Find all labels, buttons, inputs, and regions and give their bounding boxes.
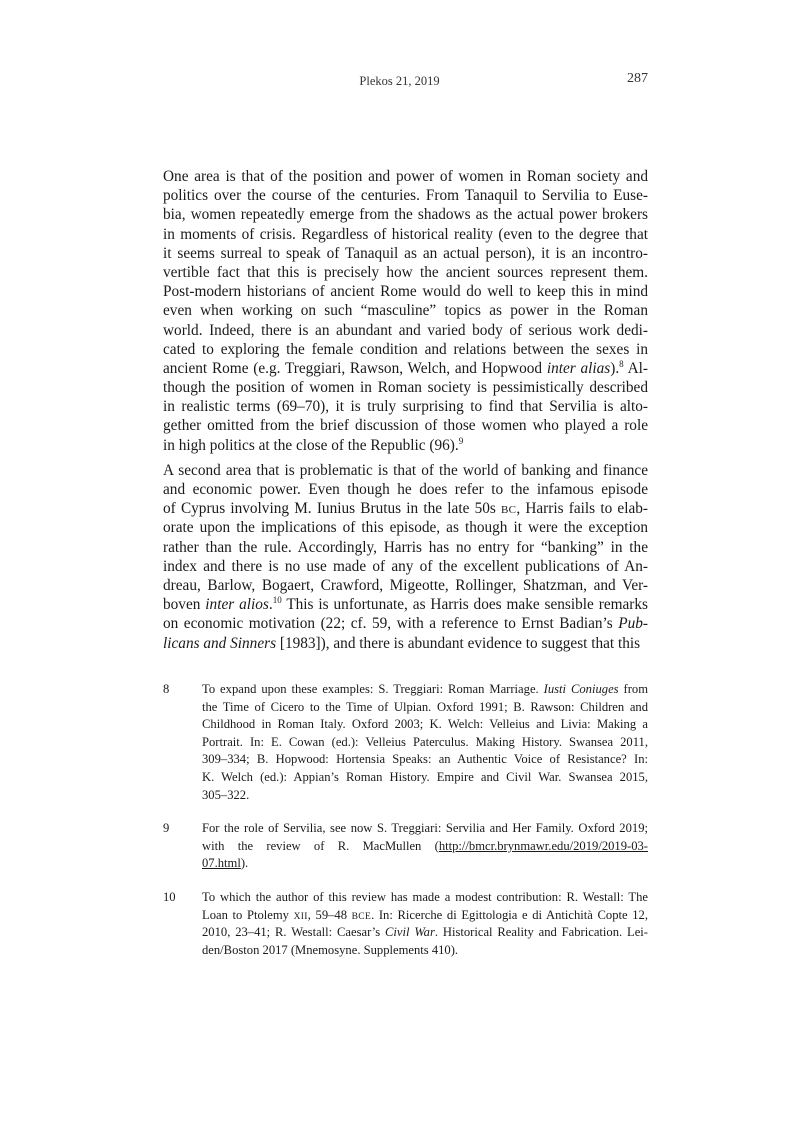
text-line	[202, 907, 648, 925]
text-span: One area is that of the position and power of women in Roman society and	[163, 168, 648, 185]
text-line	[163, 436, 648, 455]
text-span: Pub-	[618, 615, 648, 633]
text-line	[163, 576, 648, 595]
text-span: BCE	[351, 911, 372, 922]
text-span: .	[268, 596, 273, 614]
text-span: licans and Sinners	[163, 634, 277, 652]
text-line	[163, 461, 648, 480]
text-span: in moments of crisis. Regardless of historical reality (even to the degree that	[163, 225, 648, 243]
footnote-text	[202, 889, 648, 959]
text-line	[202, 820, 648, 838]
text-line	[163, 378, 648, 397]
text-line	[163, 167, 648, 186]
text-line	[202, 924, 648, 942]
footnotes	[163, 681, 648, 975]
footnote-number: 9	[163, 821, 170, 836]
text-span: vertible fact that this is precisely how the ancient sources represent them.	[163, 263, 648, 281]
text-span: . Historical Reality and Fabrication. Lei-	[434, 925, 648, 940]
footnote-number: 8	[163, 682, 170, 696]
body-text	[163, 167, 648, 659]
text-span: BC	[501, 504, 517, 517]
footnote-reference[interactable]: 9	[458, 435, 464, 446]
text-span: on economic motivation (22; cf. 59, with a reference to Ernst Badian’s	[163, 615, 619, 633]
text-span: in realistic terms (69–70), it is truly surprising to find that Servilia is alto-	[163, 398, 648, 416]
footnote-number: 10	[163, 889, 176, 904]
text-span: dreau, Barlow, Bogaert, Crawford, Migeotte, Rollinger, Shatzman, and Ver-	[163, 576, 648, 594]
text-span: rather than the rule. Accordingly, Harris has no entry for “banking” in the	[163, 538, 648, 556]
text-span: even when working on such “masculine” topics as power in the Roman	[163, 302, 648, 320]
text-span: orate upon the implications of this episode, as though it were the exception	[163, 519, 648, 537]
text-span: , 59–48	[307, 907, 352, 922]
text-line	[163, 499, 648, 518]
text-line	[163, 186, 648, 205]
footnote-link[interactable]: http://bmcr.brynmawr.edu/2019/2019-03-	[438, 838, 648, 853]
paragraph	[163, 167, 648, 455]
text-line	[163, 282, 648, 301]
text-span: To expand upon these examples: S. Treggiari: Roman Marriage.	[202, 682, 544, 696]
text-span: index and there is no use made of any of the excellent publications of An-	[163, 557, 648, 575]
text-span: , Harris fails to elab-	[516, 500, 648, 518]
footnote	[163, 681, 648, 804]
text-span: Post-modern historians of ancient Rome would do well to keep this in mind	[163, 283, 648, 301]
text-line	[163, 480, 648, 499]
text-span: K. Welch (ed.): Appian’s Roman History. Empire and Civil War. Swansea 2015,	[202, 769, 648, 784]
text-line	[202, 855, 648, 873]
text-span: from	[618, 682, 648, 696]
text-line	[202, 699, 648, 717]
footnote-text	[202, 820, 648, 873]
text-line	[163, 244, 648, 263]
text-line	[163, 263, 648, 282]
text-line	[163, 595, 648, 614]
text-line	[163, 416, 648, 435]
text-line	[202, 769, 648, 787]
text-line	[202, 787, 648, 805]
footnote-reference[interactable]: 10	[272, 595, 282, 606]
paragraph	[163, 461, 648, 653]
text-span: To which the author of this review has made a modest contribution: R. Westall: The	[202, 889, 648, 904]
text-line	[163, 538, 648, 557]
text-line	[202, 734, 648, 752]
text-line	[163, 321, 648, 340]
text-span: gether omitted from the brief discussion of those women who played a role	[163, 417, 648, 435]
text-span: [1983]), and there is abundant evidence to suggest that this	[276, 634, 641, 652]
footnote	[163, 889, 648, 959]
text-line	[163, 359, 648, 378]
text-line	[202, 681, 648, 699]
text-span: and economic power. Even though he does refer to the infamous episode	[163, 481, 648, 498]
text-line	[163, 397, 648, 416]
text-span: the Time of Cicero to the Time of Ulpian. Oxford 1991; B. Rawson: Children and	[202, 699, 648, 714]
footnote-reference[interactable]: 8	[619, 358, 624, 369]
text-span: 2010, 23–41; R. Westall: Caesar’s	[202, 925, 385, 940]
text-span: 305–322.	[202, 787, 250, 802]
footnote	[163, 820, 648, 873]
text-span: den/Boston 2017 (Mnemosyne. Supplements 410).	[202, 942, 459, 957]
text-line	[202, 942, 648, 960]
text-span: it seems surreal to speak of Tanaquil as an actual person), it is an incontro-	[163, 244, 648, 262]
text-span: 309–334; B. Hopwood: Hortensia Speaks: an Authentic Voice of Resistance? In:	[202, 752, 648, 767]
text-span: Al-	[623, 359, 648, 377]
text-span: A second area that is problematic is that of the world of banking and finance	[163, 461, 648, 479]
text-span: with the review of R. MacMullen (	[202, 838, 439, 853]
text-span: For the role of Servilia, see now S. Treggiari: Servilia and Her Family. Oxford 2019;	[202, 821, 648, 836]
text-line	[202, 751, 648, 769]
text-span: though the position of women in Roman society is pessimistically described	[163, 379, 648, 397]
text-span: . In: Ricerche di Egittologia e di Antichità Copte 12,	[371, 907, 648, 922]
text-line	[202, 716, 648, 734]
text-line	[163, 225, 648, 244]
text-span: XII	[293, 911, 308, 922]
text-span: Civil War	[385, 925, 435, 940]
running-header: Plekos 21, 2019	[359, 74, 440, 88]
text-line	[163, 518, 648, 537]
text-span: of Cyprus involving M. Iunius Brutus in the late 50s	[163, 500, 502, 518]
text-line	[202, 889, 648, 907]
text-span: This is unfortunate, as Harris does make sensible remarks	[281, 596, 648, 614]
text-span: Loan to Ptolemy	[202, 907, 294, 922]
text-line	[163, 557, 648, 576]
text-span: inter alios	[205, 596, 269, 614]
text-span: Childhood in Roman Italy. Oxford 2003; K. Welch: Velleius and Livia: Making a	[202, 717, 648, 732]
text-span: boven	[163, 596, 206, 614]
text-line	[163, 614, 648, 633]
text-span: politics over the course of the centuries. From Tanaquil to Servilia to Euse-	[163, 187, 648, 205]
footnote-text	[202, 681, 648, 804]
text-line	[202, 838, 648, 856]
text-line	[163, 340, 648, 359]
page-number: 287	[627, 71, 648, 86]
text-span: world. Indeed, there is an abundant and varied body of serious work dedi-	[163, 321, 648, 339]
text-span: cated to exploring the female condition and relations between the sexes in	[163, 340, 648, 358]
text-span: ancient Rome (e.g. Treggiari, Rawson, Welch, and Hopwood	[163, 359, 547, 377]
text-span: inter alias	[546, 359, 611, 377]
text-line	[163, 205, 648, 224]
text-line	[163, 301, 648, 320]
text-span: ).	[610, 359, 620, 377]
footnote-link[interactable]: 07.html	[202, 856, 241, 871]
text-span: ).	[240, 856, 249, 871]
text-line	[163, 634, 648, 653]
text-span: bia, women repeatedly emerge from the shadows as the actual power brokers	[163, 206, 648, 224]
text-span: in high politics at the close of the Republic (96).	[163, 436, 459, 454]
text-span: Iusti Coniuges	[543, 682, 619, 696]
text-span: Portrait. In: E. Cowan (ed.): Velleius Paterculus. Making History. Swansea 2011,	[202, 734, 648, 749]
